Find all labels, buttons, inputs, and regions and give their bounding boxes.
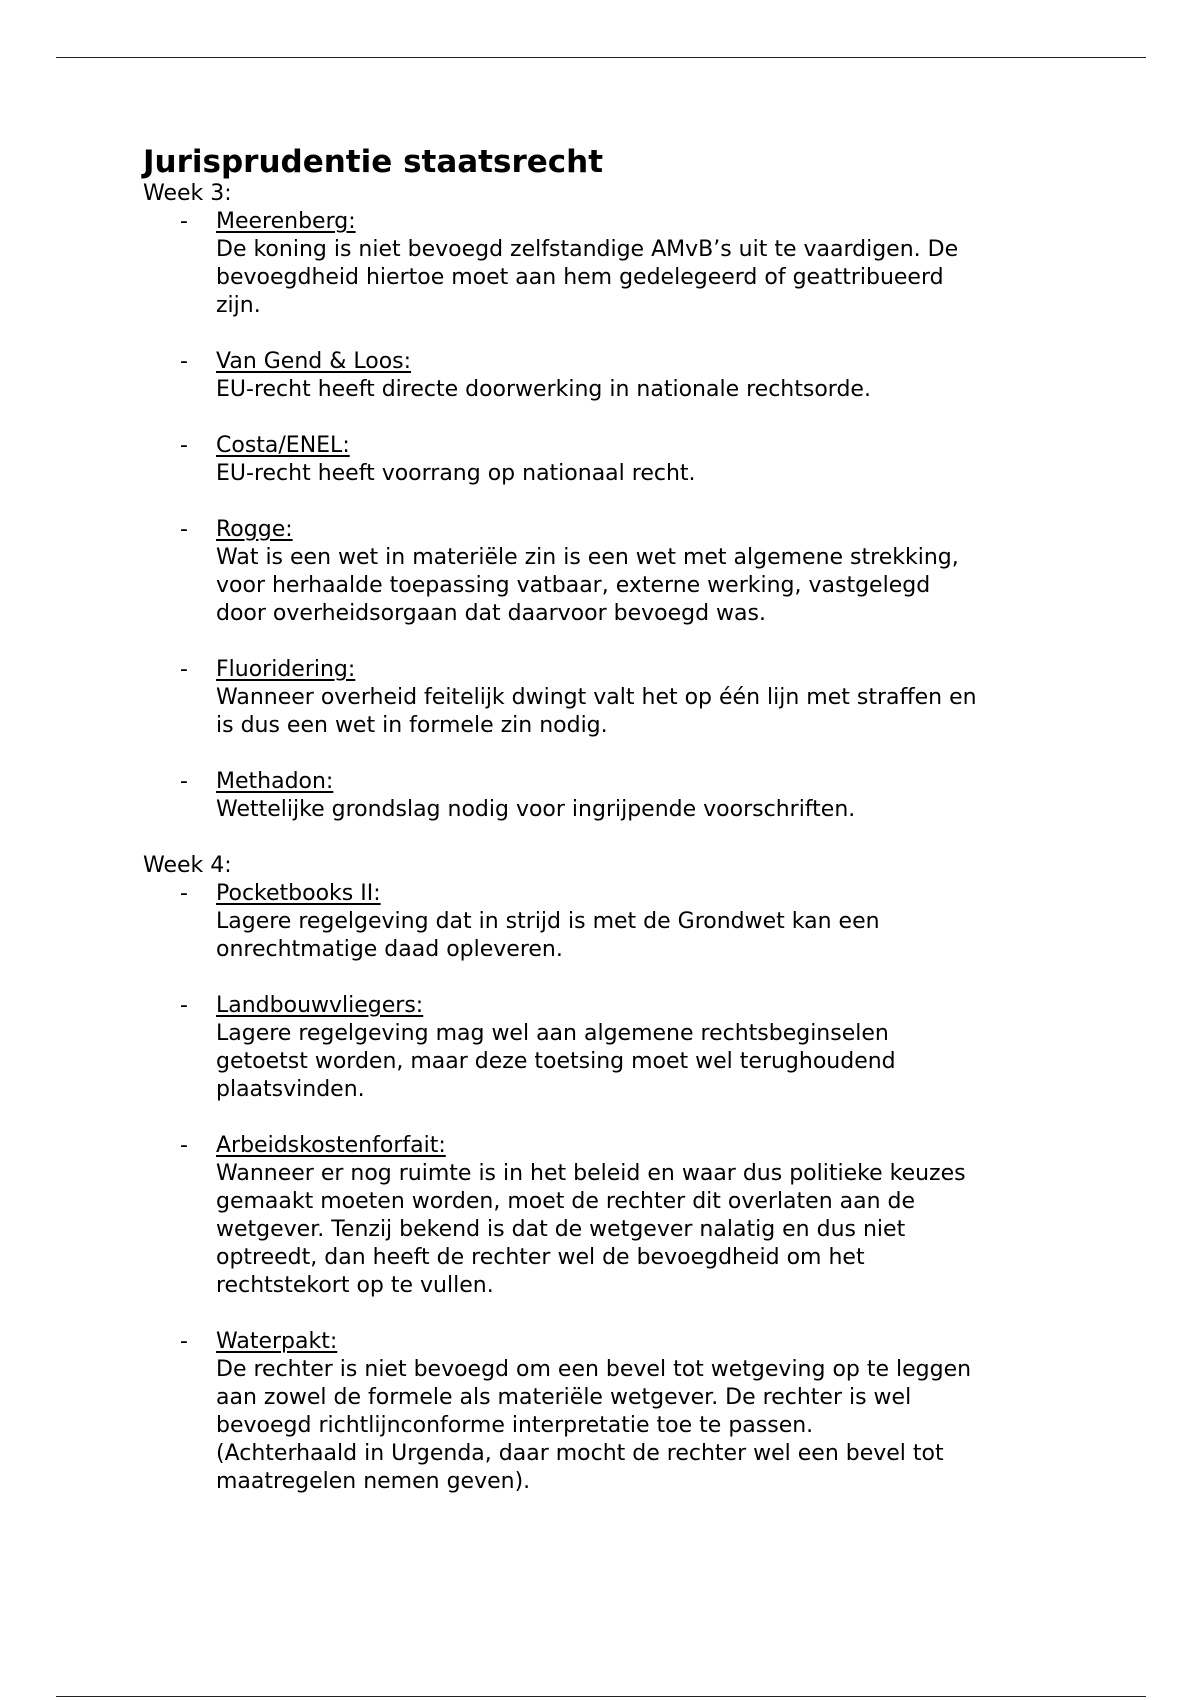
- case-name: Meerenberg:: [216, 209, 356, 234]
- case-name: Landbouwvliegers:: [216, 993, 424, 1018]
- case-item: - Meerenberg: De koning is niet bevoegd zelfstandige AMvB’s uit te vaardigen. De bevoegdheid hiertoe moet aan hem gedelegeerd of geattribueerd zijn.: [143, 208, 1083, 320]
- case-item: - Landbouwvliegers: Lagere regelgeving mag wel aan algemene rechtsbeginselen getoetst worden, maar deze toetsing moet wel terughoudend plaatsvinden.: [143, 992, 1083, 1104]
- case-description: EU-recht heeft directe doorwerking in nationale rechtsorde.: [216, 377, 871, 402]
- case-description: EU-recht heeft voorrang op nationaal recht.: [216, 461, 696, 486]
- case-description: Lagere regelgeving mag wel aan algemene rechtsbeginselen getoetst worden, maar deze toetsing moet wel terughoudend plaatsvinden.: [216, 1021, 896, 1102]
- case-name: Costa/ENEL:: [216, 433, 350, 458]
- case-name: Methadon:: [216, 769, 334, 794]
- case-name: Rogge:: [216, 517, 293, 542]
- week-heading: Week 4:: [143, 853, 232, 878]
- case-name: Fluoridering:: [216, 657, 356, 682]
- case-description: Wat is een wet in materiële zin is een wet met algemene strekking, voor herhaalde toepassing vatbaar, externe werking, vastgelegd door overheidsorgaan dat daarvoor bevoegd was.: [216, 545, 959, 626]
- case-description: Wanneer overheid feitelijk dwingt valt het op één lijn met straffen en is dus een wet in formele zin nodig.: [216, 685, 977, 738]
- header-rule: [56, 57, 1146, 58]
- case-item: - Rogge: Wat is een wet in materiële zin is een wet met algemene strekking, voor herhaalde toepassing vatbaar, externe werking, vastgelegd door overheidsorgaan dat daarvoor bevoegd was.: [143, 516, 1083, 628]
- case-item: - Waterpakt: De rechter is niet bevoegd om een bevel tot wetgeving op te leggen aan zowel de formele als materiële wetgever. De rechter is wel bevoegd richtlijnconforme interpretatie toe te passen. (Achterhaald in Urgenda, daar mocht de rechter wel een bevel tot maatregelen nemen geven).: [143, 1328, 1083, 1496]
- case-name: Pocketbooks II:: [216, 881, 381, 906]
- case-description: De rechter is niet bevoegd om een bevel tot wetgeving op te leggen aan zowel de formele als materiële wetgever. De rechter is wel bevoegd richtlijnconforme interpretatie toe te passen. (Achterhaald in Urgenda, daar mocht de rechter wel een bevel tot maatregelen nemen geven).: [216, 1357, 972, 1494]
- case-item: - Methadon: Wettelijke grondslag nodig voor ingrijpende voorschriften.: [143, 768, 1083, 824]
- case-name: Arbeidskostenforfait:: [216, 1133, 446, 1158]
- case-item: - Pocketbooks II: Lagere regelgeving dat in strijd is met de Grondwet kan een onrechtmatige daad opleveren.: [143, 880, 1083, 964]
- document-title: Jurisprudentie staatsrecht: [143, 144, 604, 180]
- case-item: - Arbeidskostenforfait: Wanneer er nog ruimte is in het beleid en waar dus politieke keuzes gemaakt moeten worden, moet de rechter dit overlaten aan de wetgever. Tenzij bekend is dat de wetgever nalatig en dus niet optreedt, dan heeft de rechter wel de bevoegdheid om het rechtstekort op te vullen.: [143, 1132, 1083, 1300]
- case-item: - Fluoridering: Wanneer overheid feitelijk dwingt valt het op één lijn met straffen en is dus een wet in formele zin nodig.: [143, 656, 1083, 740]
- document-body: [143, 144, 1083, 1496]
- week-heading: Week 3:: [143, 181, 232, 206]
- case-description: Lagere regelgeving dat in strijd is met de Grondwet kan een onrechtmatige daad opleveren.: [216, 909, 880, 962]
- case-list: [143, 208, 1083, 824]
- case-description: Wettelijke grondslag nodig voor ingrijpende voorschriften.: [216, 797, 856, 822]
- case-description: De koning is niet bevoegd zelfstandige AMvB’s uit te vaardigen. De bevoegdheid hiertoe moet aan hem gedelegeerd of geattribueerd zijn.: [216, 237, 959, 318]
- case-description: Wanneer er nog ruimte is in het beleid en waar dus politieke keuzes gemaakt moeten worden, moet de rechter dit overlaten aan de wetgever. Tenzij bekend is dat de wetgever nalatig en dus niet optreedt, dan heeft de rechter wel de bevoegdheid om het rechtstekort op te vullen.: [216, 1161, 966, 1298]
- case-name: Waterpakt:: [216, 1329, 338, 1354]
- case-name: Van Gend & Loos:: [216, 349, 412, 374]
- case-item: - Costa/ENEL: EU-recht heeft voorrang op nationaal recht.: [143, 432, 1083, 488]
- footer-rule: [56, 1696, 1146, 1697]
- case-item: - Van Gend & Loos: EU-recht heeft directe doorwerking in nationale rechtsorde.: [143, 348, 1083, 404]
- case-list: [143, 880, 1083, 1496]
